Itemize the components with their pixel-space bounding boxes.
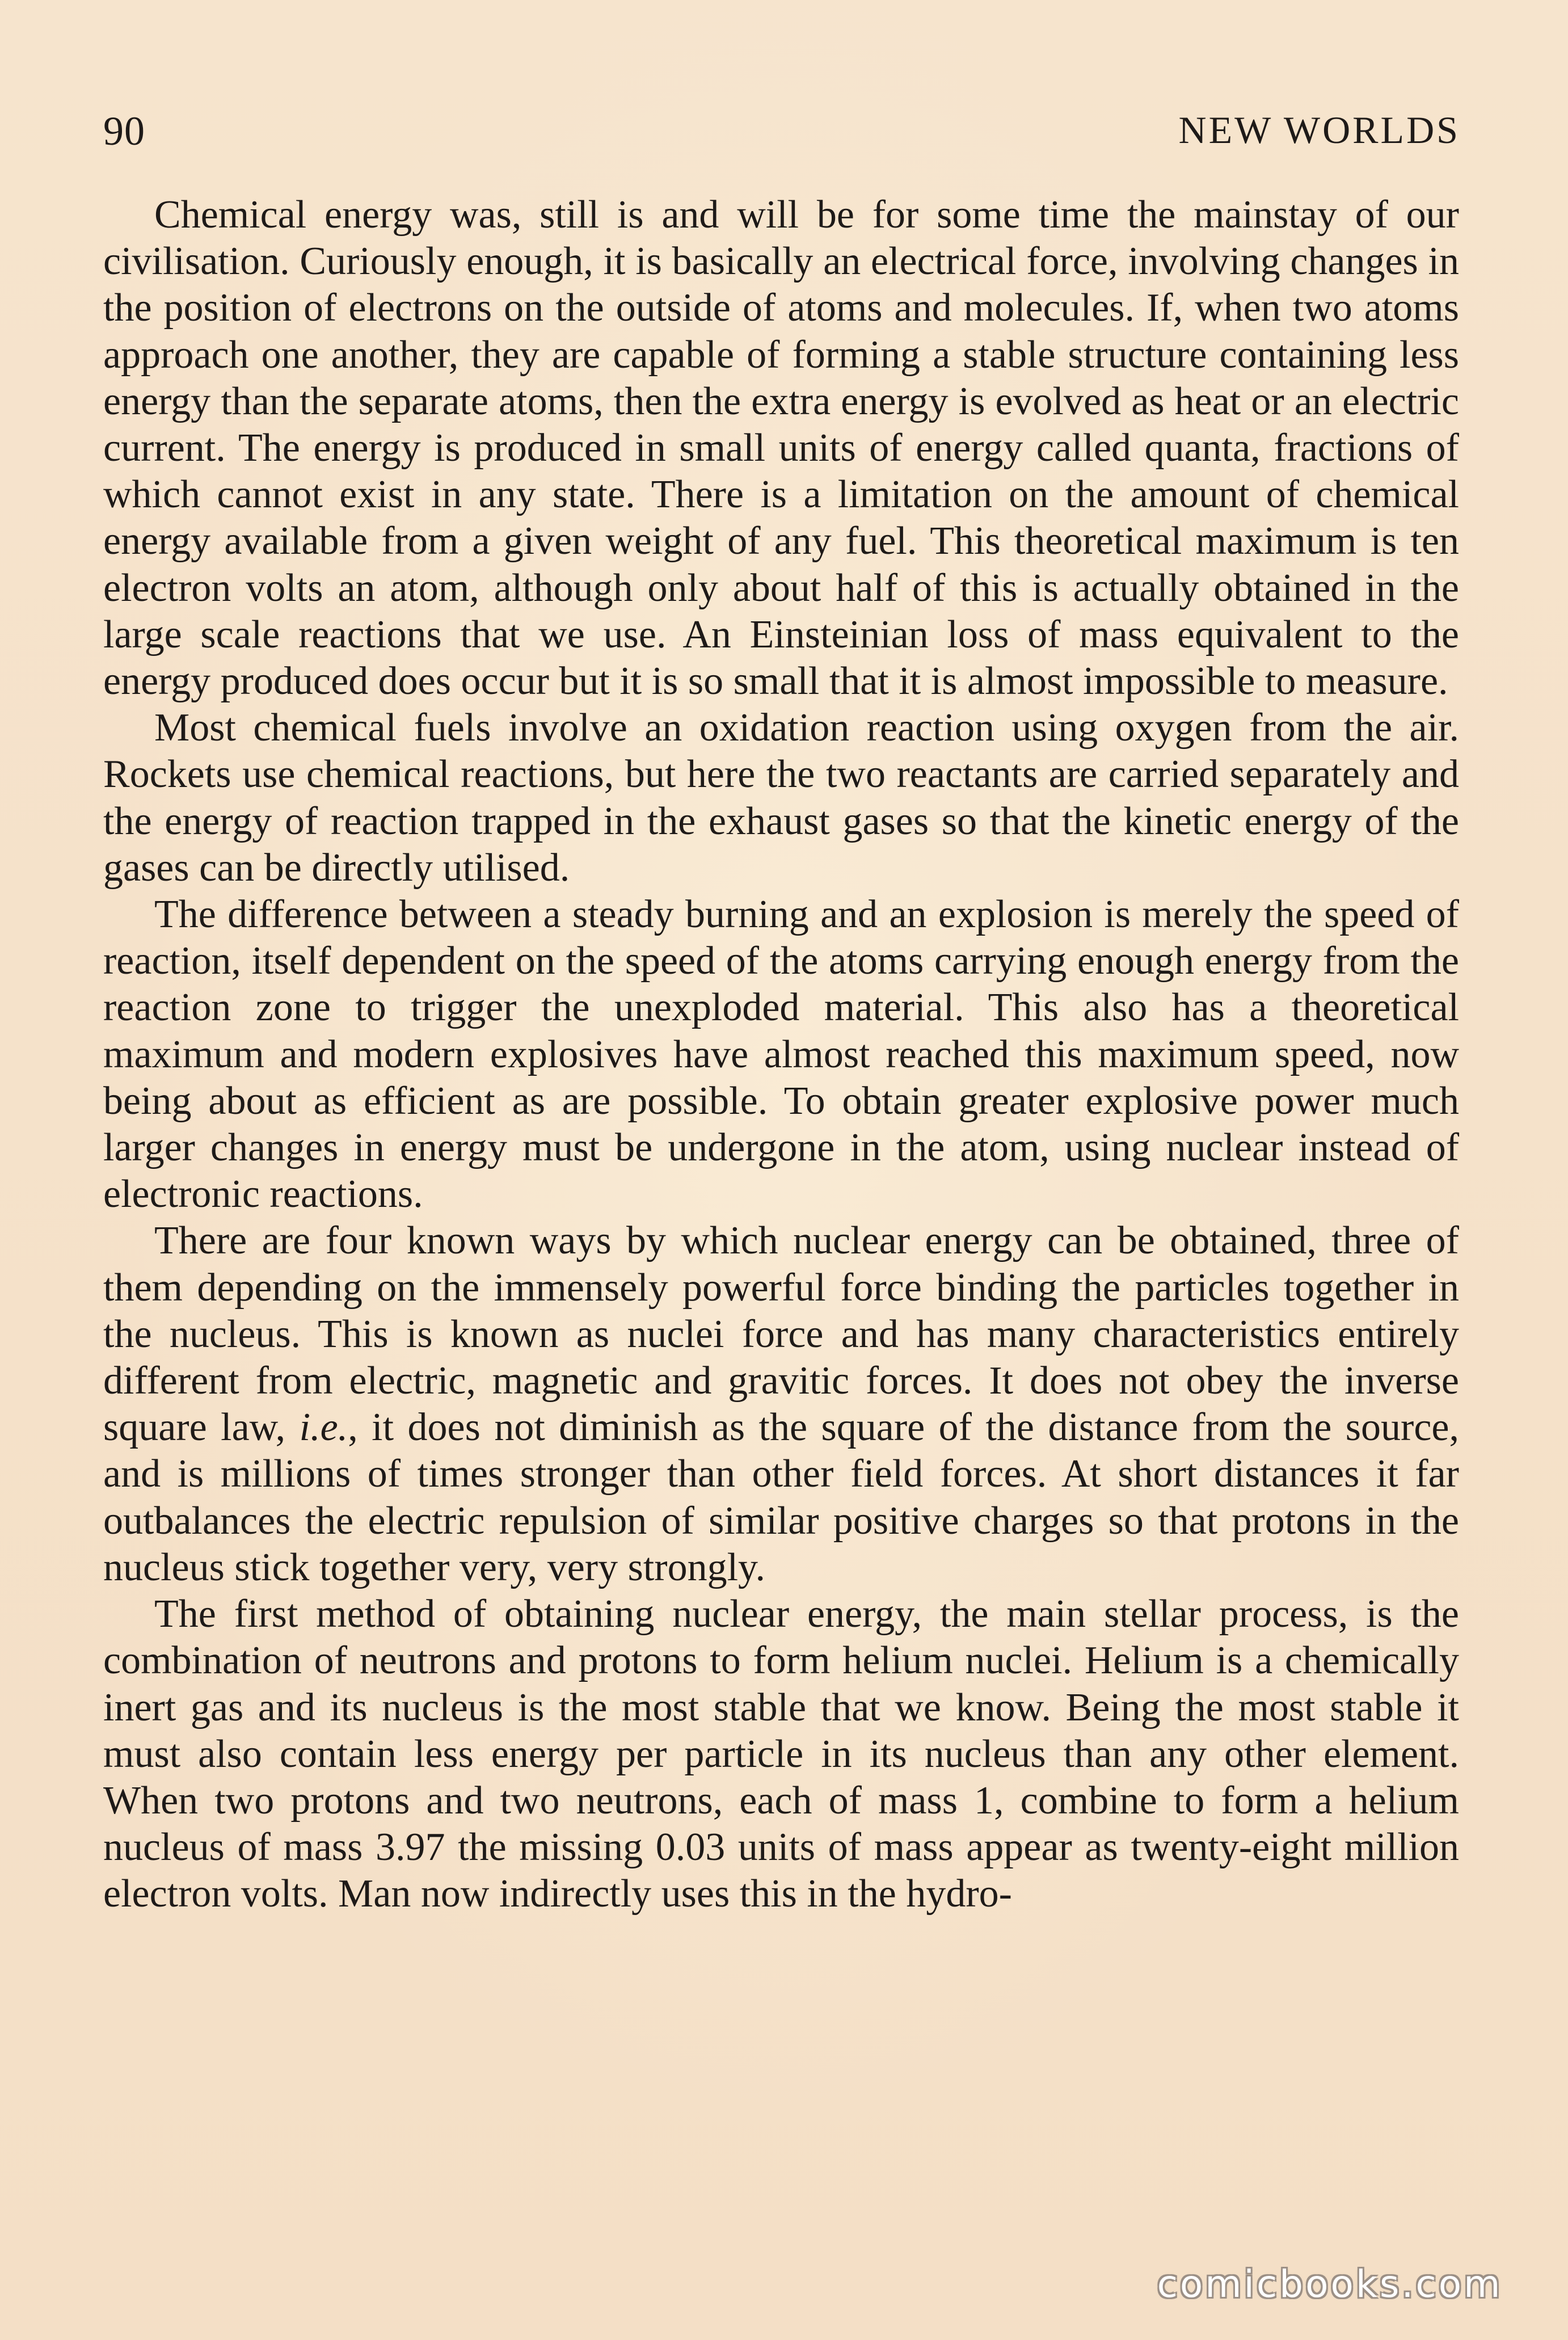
paragraph-4-part-2: , it does not diminish as the square of the distance from the source, and is millions of times stronger than other field forces. At short distances it far outbalances the electric repulsion of similar positive charges so that protons in the nucleus stick together very, very strongly. — [103, 1405, 1459, 1589]
paragraph-4-part-1: There are four known ways by which nuclear energy can be obtained, three of them depending on the immensely powerful force binding the particles together in the nucleus. This is known as nuclei force and has many characteristics entirely different from electric, magnetic and gravitic forces. It does not obey the inverse square law, — [103, 1219, 1459, 1450]
paragraph-4 — [103, 1218, 1459, 1591]
page-number: 90 — [103, 108, 145, 154]
running-title: NEW WORLDS — [1178, 108, 1460, 151]
paragraph-5: The first method of obtaining nuclear energy, the main stellar process, is the combination of neutrons and protons to form helium nuclei. Helium is a chemically inert gas and its nucleus is the most stable that we know. Being the most stable it must also contain less energy per particle in its nucleus than any other element. When two protons and two neutrons, each of mass 1, combine to form a helium nucleus of mass 3.97 the missing 0.03 units of mass appear as twenty-eight million electron volts. Man now indirectly uses this in the hydro- — [103, 1592, 1459, 1916]
paragraph-2: Most chemical fuels involve an oxidation reaction using oxygen from the air. Rockets use chemical reactions, but here the two reactants are carried separately and the energy of reaction trapped in the exhaust gases so that the kinetic energy of the gases can be directly utilised. — [103, 706, 1459, 890]
page-header — [103, 96, 1460, 159]
body-text — [103, 192, 1459, 1918]
paragraph-1: Chemical energy was, still is and will be for some time the mainstay of our civilisation. Curiously enough, it is basically an electrical force, involving changes in the position of electrons on the outside of atoms and molecules. If, when two atoms approach one another, they are capable of forming a stable structure containing less energy than the separate atoms, then the extra energy is evolved as heat or an electric current. The energy is produced in small units of energy called quanta, fractions of which cannot exist in any state. There is a limitation on the amount of chemical energy available from a given weight of any fuel. This theoretical maximum is ten electron volts an atom, although only about half of this is actually obtained in the large scale reactions that we use. An Einsteinian loss of mass equivalent to the energy produced does occur but it is so small that it is almost impossible to measure. — [103, 193, 1459, 704]
paragraph-4-italic: i.e. — [299, 1405, 348, 1450]
paragraph-3: The difference between a steady burning and an explosion is merely the speed of reaction, itself dependent on the speed of the atoms carrying enough energy from the reaction zone to trigger the unexploded material. This also has a theoretical maximum and modern explosives have almost reached this maximum speed, now being about as efficient as are possible. To obtain greater explosive power much larger changes in energy must be undergone in the atom, using nuclear instead of electronic reactions. — [103, 893, 1459, 1217]
site-watermark: comicbooks.com — [1157, 2262, 1503, 2306]
